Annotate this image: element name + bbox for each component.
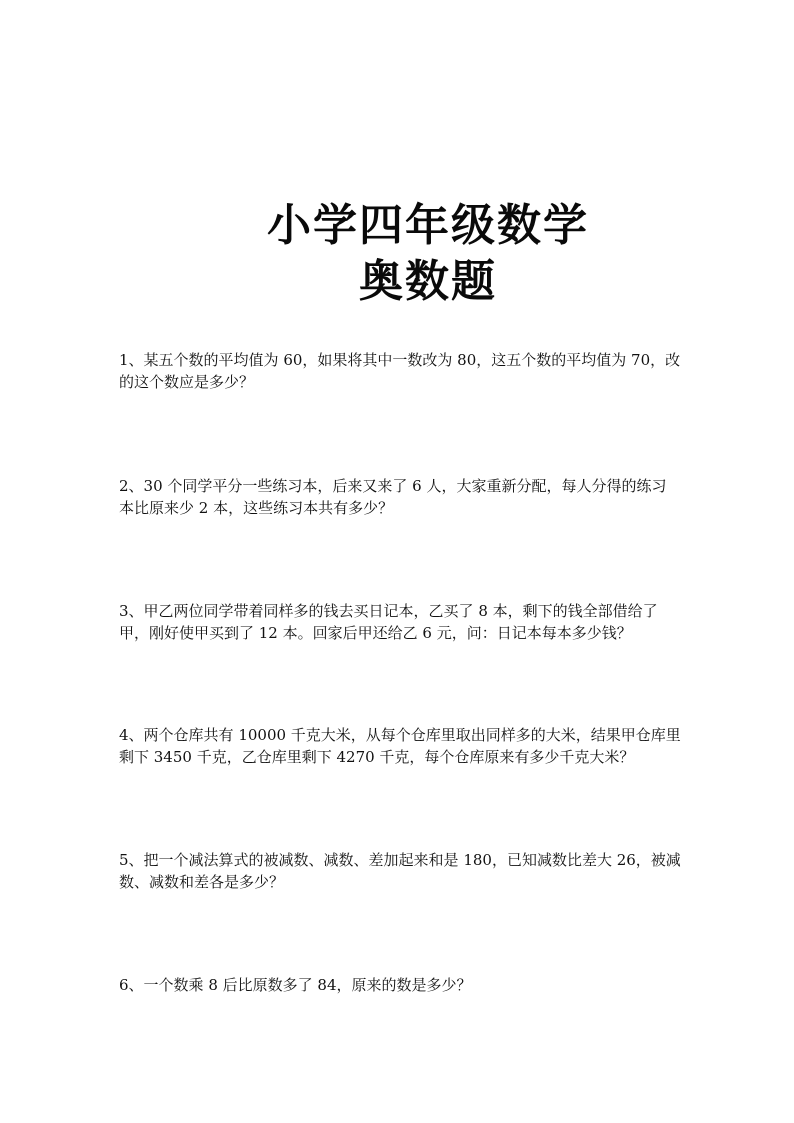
question-4 [119, 724, 681, 768]
title-line-1: 小学四年级数学 [267, 200, 589, 251]
question-3 [119, 600, 681, 644]
question-text: 一个数乘 8 后比原数多了 84，原来的数是多少？ [143, 976, 472, 994]
title-line-2: 奥数题 [359, 256, 497, 307]
question-number: 2、 [119, 477, 144, 495]
question-5 [119, 849, 681, 893]
question-text: 30 个同学平分一些练习本，后来又来了 6 人，大家重新分配，每人分得的练习本比原来少 2 本，这些练习本共有多少？ [119, 477, 667, 517]
document-title [0, 198, 794, 310]
question-2 [119, 475, 681, 519]
question-6 [119, 974, 681, 996]
question-number: 5、 [119, 851, 144, 869]
question-number: 6、 [119, 976, 144, 994]
question-number: 3、 [119, 602, 144, 620]
question-1 [119, 349, 681, 393]
question-number: 4、 [119, 726, 144, 744]
question-text: 甲乙两位同学带着同样多的钱去买日记本，乙买了 8 本，剩下的钱全部借给了甲，刚好使甲买到了 12 本。回家后甲还给乙 6 元，问：日记本每本多少钱？ [119, 602, 658, 642]
question-text: 把一个减法算式的被减数、减数、差加起来和是 180，已知减数比差大 26，被减数、减数和差各是多少？ [119, 851, 681, 891]
question-text: 某五个数的平均值为 60，如果将其中一数改为 80，这五个数的平均值为 70，改的这个数应是多少？ [119, 351, 681, 391]
question-number: 1、 [119, 351, 144, 369]
question-text: 两个仓库共有 10000 千克大米，从每个仓库里取出同样多的大米，结果甲仓库里剩下 3450 千克，乙仓库里剩下 4270 千克，每个仓库原来有多少千克大米？ [119, 726, 681, 766]
